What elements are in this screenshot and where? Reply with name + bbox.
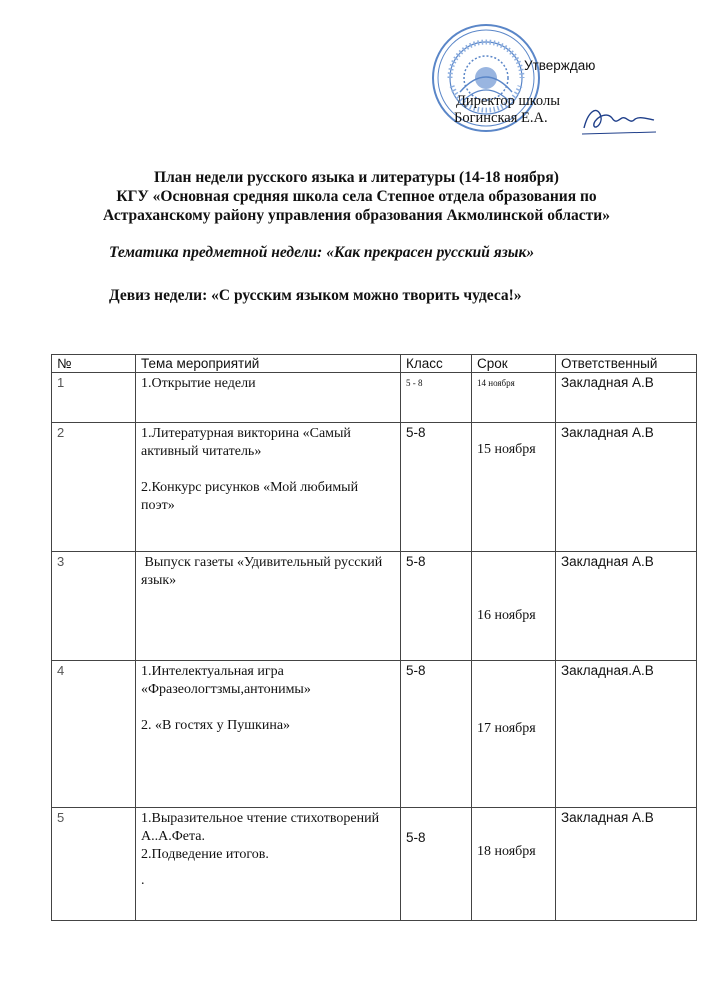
- row-class: 5-8: [401, 552, 472, 661]
- class-value: 5 - 8: [406, 378, 423, 388]
- row-class: 5-8: [401, 423, 472, 552]
- row-responsible: Закладная А.В: [556, 373, 697, 423]
- table-row: [52, 552, 697, 661]
- approval-block: [430, 22, 700, 152]
- title-line-1: План недели русского языка и литературы (14-18 ноября): [154, 169, 559, 186]
- plan-table: [51, 354, 697, 921]
- header-theme: Тема мероприятий: [136, 355, 401, 373]
- table-header-row: [52, 355, 697, 373]
- row-activities: [136, 808, 401, 921]
- activity-item: 2.Конкурс рисунков «Мой любимый поэт»: [141, 480, 359, 513]
- date-value: 15 ноября: [477, 442, 536, 457]
- table-row: [52, 661, 697, 808]
- activity-item: 2. «В гостях у Пушкина»: [141, 718, 291, 733]
- date-value: 14 ноября: [477, 378, 515, 388]
- row-date: [472, 808, 556, 921]
- class-value: 5-8: [406, 830, 426, 845]
- title-line-3: Астраханскому району управления образования Акмолинской области»: [103, 207, 610, 224]
- date-value: 16 ноября: [477, 608, 536, 623]
- row-responsible: Закладная А.В: [556, 552, 697, 661]
- row-responsible: Закладная А.В: [556, 808, 697, 921]
- approve-label: Утверждаю: [524, 58, 596, 73]
- header-date: Срок: [472, 355, 556, 373]
- row-class: [401, 373, 472, 423]
- header-responsible: Ответственный: [556, 355, 697, 373]
- row-date: [472, 661, 556, 808]
- row-responsible: Закладная А.В: [556, 423, 697, 552]
- activity-item: .: [141, 873, 145, 888]
- activity-item: 1.Интелектуальная игра «Фразеологтзмы,антонимы»: [141, 664, 311, 697]
- director-block: [454, 93, 560, 127]
- week-topic: Тематика предметной недели: «Как прекрасен русский язык»: [109, 244, 535, 261]
- row-number: 2: [52, 423, 136, 552]
- signature-icon: [578, 100, 658, 140]
- row-date: [472, 373, 556, 423]
- row-number: 3: [52, 552, 136, 661]
- header-number: №: [52, 355, 136, 373]
- table-row: [52, 808, 697, 921]
- date-value: 17 ноября: [477, 721, 536, 736]
- activity-item: 1.Литературная викторина «Самый активный читатель»: [141, 426, 351, 459]
- week-motto: Девиз недели: «С русским языком можно творить чудеса!»: [109, 287, 522, 304]
- row-activities: [136, 552, 401, 661]
- director-name: Богинская Е.А.: [454, 110, 548, 126]
- row-activities: [136, 423, 401, 552]
- row-number: 5: [52, 808, 136, 921]
- activity-item: 1.Выразительное чтение стихотворений А..А.Фета.: [141, 811, 380, 844]
- row-responsible: Закладная.А.В: [556, 661, 697, 808]
- header-class: Класс: [401, 355, 472, 373]
- row-number: 1: [52, 373, 136, 423]
- document-title: [20, 168, 693, 225]
- activity-item: 1.Открытие недели: [141, 376, 256, 391]
- row-date: [472, 552, 556, 661]
- director-position: Директор школы: [456, 93, 560, 109]
- activity-item: Выпуск газеты «Удивительный русский язык»: [141, 555, 386, 588]
- row-activities: [136, 661, 401, 808]
- title-line-2: КГУ «Основная средняя школа села Степное отдела образования по: [116, 188, 597, 205]
- activity-item: 2.Подведение итогов.: [141, 847, 269, 862]
- row-class: [401, 808, 472, 921]
- row-class: 5-8: [401, 661, 472, 808]
- table-row: [52, 423, 697, 552]
- row-activities: [136, 373, 401, 423]
- date-value: 18 ноября: [477, 844, 536, 859]
- row-date: [472, 423, 556, 552]
- table-row: [52, 373, 697, 423]
- row-number: 4: [52, 661, 136, 808]
